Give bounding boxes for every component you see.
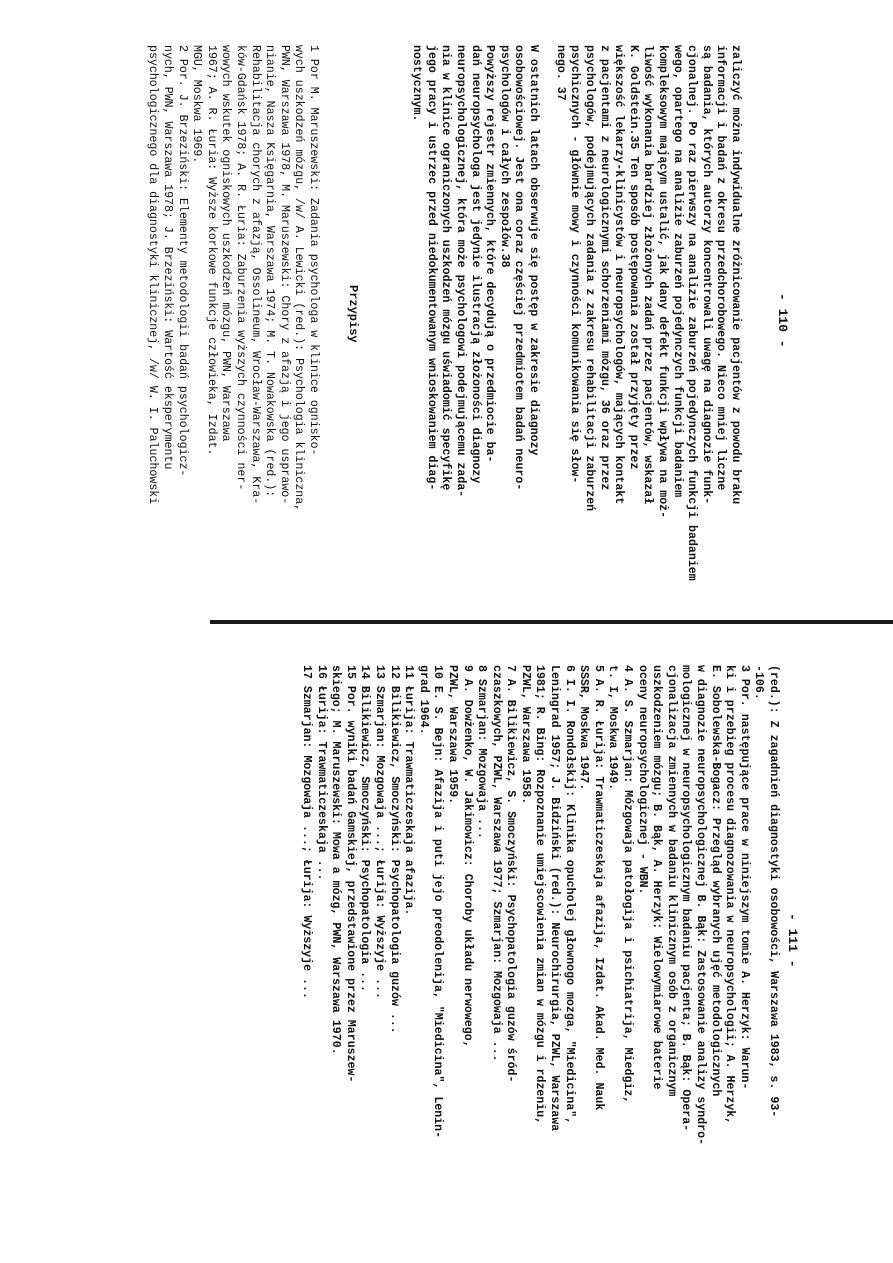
- footnote-line: oceny neuropsychologicznej - WBN.: [635, 665, 649, 895]
- footnote-line: czaszkowych, PZWL, Warszawa 1977; Szmarjan: Mozgowaja ...: [489, 665, 503, 1062]
- footnote-line: 2 Por. J. Brzeziński: Elementy metodologii badań psychologicz-: [175, 45, 189, 477]
- page-divider: [210, 620, 893, 624]
- text-line: większość lekarzy-klinicystów i neuropsychologów, mających kontakt: [612, 45, 626, 505]
- text-line: liwość wykonania bardziej złożonych zadań przez pacjentów, wskazał: [641, 45, 655, 505]
- footnote-line: w diagnozie neuropsychologicznej B. Bąk: Zastosowanie analizy syndro-: [694, 665, 708, 1146]
- footnote-line: Rehabilitacja chorych z afazją, Ossolineum, Wrocław-Warszawa, Kra-: [248, 45, 262, 505]
- text-line: są badania, których autorzy koncentrowali uwagę na diagnozie funk-: [699, 45, 713, 505]
- footnote-line: wowych wskutek ogniskowych uszkodzeń mózgu, PWN, Warszawa: [219, 45, 233, 442]
- text-line: psychologów i całych zespołów.38: [497, 45, 511, 268]
- footnote-line: nych, PWN, Warszawa 1978; J. Brzeziński: Wartość eksperymentu: [161, 45, 175, 470]
- text-line: dań neuropsychologa jest jedynie ilustracją złożoności diagnozy: [468, 45, 482, 484]
- text-line: Powyższy rejestr zmiennych, które decydują o przedmiocie ba-: [483, 45, 497, 463]
- footnote-line: (red.): Z zagadnień diagnostyki osobowości, Warszawa 1983, s. 93-: [767, 665, 780, 1118]
- text-line: nostycznym.: [410, 45, 424, 122]
- text-line: jego pracy i ustrzec przed niedokumentowanym wnioskowaniem diag-: [424, 45, 438, 491]
- text-line: nego. 37: [553, 45, 567, 101]
- body-text-paragraph-2: [409, 45, 540, 497]
- footnote-line: 15 Por. wyniki badań Gamskiej, przedstawione przez Maruszew-: [343, 665, 357, 1083]
- text-line: psychicznych - głównie mowy i czynności komunikowania się słow-: [568, 45, 582, 484]
- footnote-line: 12 Bilikiewicz, Smoczyński: Psychopatologia guzów ...: [387, 665, 401, 1034]
- page-110: [0, 0, 893, 625]
- footnote-line: mologicznej w neuropsychologicznym badaniu pacjenta; B. Bąk: Opera-: [679, 665, 693, 1132]
- footnote-line: 1981; R. Bing: Rozpoznanie umiejscowienia zmian w mózgu i rdzeniu,: [533, 665, 547, 1125]
- text-line: K. Goldstein.35 Ten sposób postępowania został przyjęty przez: [626, 45, 640, 470]
- footnote-line: 1967; A. R. Łuria: Wyższe korkowe funkcje człowieka, Izdat.: [204, 45, 218, 456]
- footnote-line: 16 Łurija: Trawmaticzeskaja ...: [314, 665, 328, 881]
- footnote-line: MGU, Moskwa 1969.: [190, 45, 204, 164]
- footnote-line: t. I, Moskwa 1949.: [606, 665, 620, 791]
- page-111: [0, 625, 893, 1263]
- page-number: - 110 -: [775, 293, 790, 348]
- footnote-line: ków-Gdańsk 1978; A. R. Łuria: Zaburzenia wyższych czynności ner-: [234, 45, 248, 491]
- text-line: nia w klinice ograniczonych uszkodzeń mózgu uświadomić specyfikę: [439, 45, 453, 491]
- footnote-line: SSSR, Moskwa 1947.: [577, 665, 591, 791]
- text-line: neuropsychologicznej, która może psychologowi podejmującemu zada-: [454, 45, 468, 498]
- footnote-line: 4 A. S. Szmarjan: Mózgowaja patołogija i psichiatrija, Miedgiz,: [621, 665, 635, 1104]
- footnote-line: ki i przebieg procesu diagnozowania w neuropsychologii; A. Herzyk,: [723, 665, 737, 1125]
- text-line: W ostatnich latach obserwuje się postęp w zakresie diagnozy: [527, 45, 540, 456]
- footnote-line: PZWL, Warszawa 1959.: [445, 665, 459, 805]
- text-line: osobowościowej. Jest ona coraz częściej przedmiotem badań neuro-: [512, 45, 526, 491]
- footnotes: [298, 665, 780, 1145]
- footnote-line: PZWL, Warszawa 1958.: [518, 665, 532, 805]
- footnote-line: uszkodzeniem mózgu; B. Bąk, A. Herzyk: Wielowymiarowe baterie: [650, 665, 664, 1090]
- footnote-line: cjonalizacja zmiennych w badaniu klinicznym osób z organicznym: [664, 665, 678, 1097]
- body-text: [552, 45, 742, 581]
- footnote-line: nianie, Nasza Księgarnia, Warszawa 1974; M. T. Nowakowska (red.):: [263, 45, 277, 498]
- text-line: wego, opartego na analizie zaburzeń pojedynczych funkcji badaniem: [670, 45, 684, 498]
- footnote-line: 1 Por M. Maruszewski: Zadania psychologa w klinice ognisko-: [307, 45, 320, 456]
- page-number: - 111 -: [785, 913, 800, 968]
- footnote-line: skiego; M. Maruszewski: Mowa a mózg, PWN, Warszawa 1970.: [329, 665, 343, 1055]
- footnote-line: 17 Szmarjan: Mozgowaja ...; Łurija: Wyższyje ...: [300, 665, 313, 999]
- text-line: z pacjentami z neurologicznymi schorzeniami mózgu, 36 oraz przez: [597, 45, 611, 491]
- text-line: informacji i badań z okresu przedchorobowego. Nieco mniej liczne: [714, 45, 728, 491]
- footnote-line: wych uszkodzeń mózgu, /w/ A. Lewicki (red.): Psychologia kliniczna,: [292, 45, 306, 512]
- text-line: psychologów, podejmujących zadania z zakresu rehabilitacji zaburzeń: [583, 45, 597, 512]
- footnote-line: 13 Szmarjan: Mozgowaja ...; Łurija: Wyższyje ...: [372, 665, 386, 999]
- footnote-line: E. Sobolewska-Bogacz: Przegląd wybranych ujęć metodologicznych: [708, 665, 722, 1097]
- footnote-line: 6 I. I. Rondołskij: Klinika opucholej głownogo mozga, "Miedicina",: [562, 665, 576, 1125]
- footnote-line: 10 E. S. Bejn: Afazija i puti jejo preodolenija, "Miedicina", Lenin-: [431, 665, 445, 1139]
- text-line: zaliczyć można indywidualne zróżnicowanie pacjentów z powodu braku: [729, 45, 742, 505]
- footnote-line: 8 Szmarjan: Mozgowaja ...: [475, 665, 489, 839]
- footnote-line: grad 1964.: [416, 665, 430, 735]
- footnote-line: 5 A. R. Łurija: Trawmaticzeskaja afazija, Izdat. Akad. Med. Nauk: [591, 665, 605, 1111]
- footnote-line: 9 A. Dowżenko, W. Jakimowicz: Choroby układu nerwowego,: [460, 665, 474, 1048]
- footnote-line: psychologicznego dla diagnostyki klinicznej, /w/ W. I. Paluchowski: [146, 45, 160, 505]
- text-line: cjonalnej. Po raz pierwszy na analizie zaburzeń pojedynczych funkcji badaniem: [685, 45, 699, 581]
- footnote-line: 7 A. Bilikiewicz, S. Smoczyński: Psychopatologia guzów śród-: [504, 665, 518, 1083]
- footnote-line: 11 Łurija: Trawmaticzeskaja afazija.: [402, 665, 416, 916]
- footnote-line: -106.: [752, 665, 766, 700]
- footnotes-heading: Przypisy: [346, 285, 360, 343]
- text-line: kompleksowym mającym ustalić, jak dany defekt funkcji wpływa na moż-: [656, 45, 670, 519]
- footnote-line: PWN, Warszawa 1978, M. Maruszewski: Chory z afazją i jego usprawo-: [277, 45, 291, 505]
- footnote-line: 14 Bilikiewicz, Smoczyński: Psychopatologia ...: [358, 665, 372, 992]
- footnote-line: Leningrad 1957; J. Bidziński (red.): Neurochirurgia, PZWL, Warszawa: [548, 665, 562, 1132]
- footnote-line: 3 Por. następujące prace w niniejszym tomie A. Herzyk: Warun-: [737, 665, 751, 1090]
- footnotes: [145, 45, 320, 511]
